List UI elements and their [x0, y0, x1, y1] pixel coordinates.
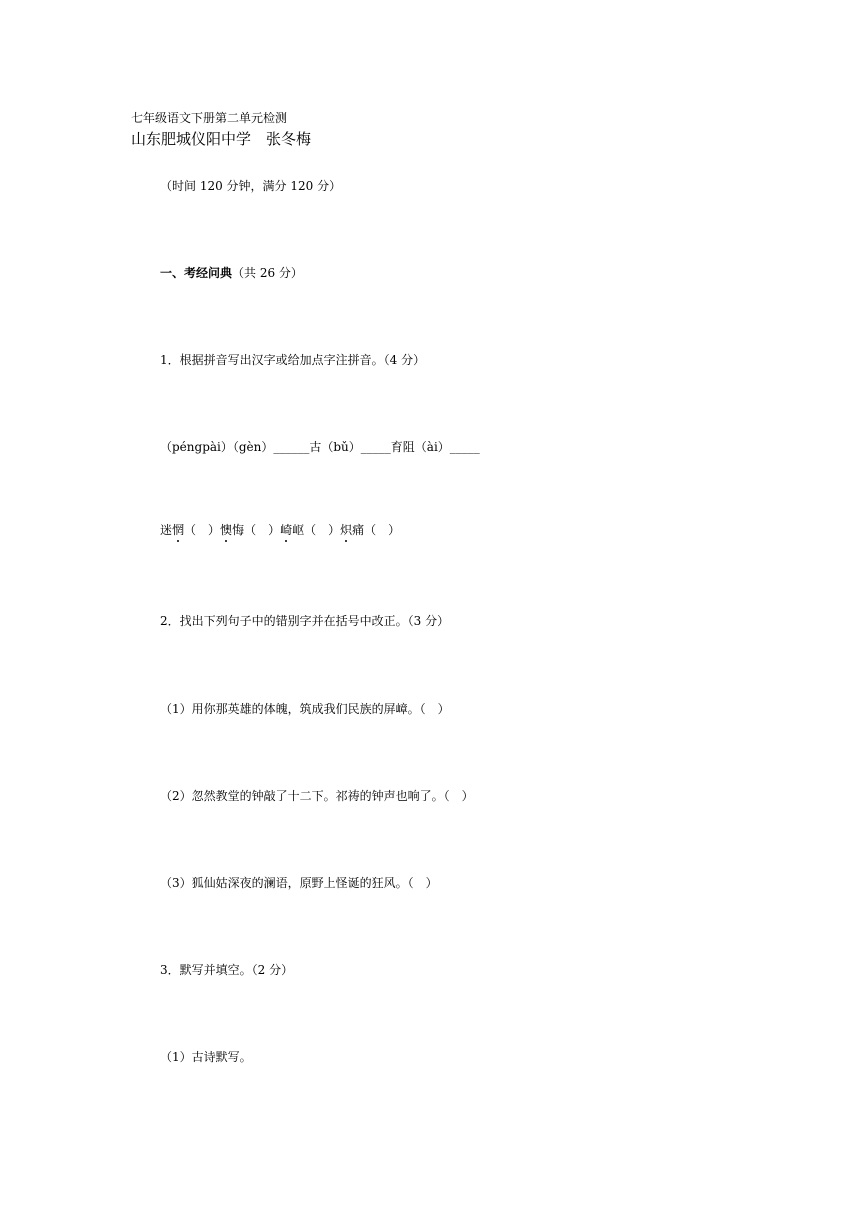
word-item: 炽痛（ ）: [340, 523, 401, 537]
question-3-prompt: 3．默写并填空。（2 分）: [160, 963, 294, 977]
time-note: （时间 120 分钟，满分 120 分）: [160, 179, 342, 193]
question-3-item: （1）古诗默写。: [160, 1050, 252, 1064]
question-2-item: （3）狐仙姑深夜的澜语，原野上怪诞的狂风。（ ）: [160, 876, 438, 890]
section-title: 一、考经问典: [160, 266, 233, 280]
word-item: 崎岖（ ）: [280, 523, 341, 537]
question-2-prompt: 2．找出下列句子中的错别字并在括号中改正。（3 分）: [160, 614, 450, 628]
dotted-char: 炽: [340, 523, 353, 537]
word-item: 懊悔（ ）: [220, 523, 281, 537]
dotted-char: 崎: [280, 523, 293, 537]
dotted-words-line: [160, 524, 400, 536]
section-heading: [160, 267, 303, 279]
author-line: 山东肥城仪阳中学 张冬梅: [131, 130, 312, 148]
section-points: （共 26 分）: [232, 266, 303, 280]
dotted-char: 惘: [172, 523, 185, 537]
dotted-char: 懊: [220, 523, 233, 537]
pinyin-line: （péngpài）（gèn）______古（bǔ）_____育阻（ài）_____: [160, 440, 480, 454]
question-2-item: （1）用你那英雄的体魄，筑成我们民族的屏嶂。（ ）: [160, 702, 450, 716]
exam-title: 七年级语文下册第二单元检测: [131, 111, 288, 125]
word-item: 迷惘（ ）: [160, 523, 221, 537]
question-2-item: （2）忽然教堂的钟敲了十二下。祁祷的钟声也响了。（ ）: [160, 789, 474, 803]
question-1-prompt: 1．根据拼音写出汉字或给加点字注拼音。（4 分）: [160, 353, 426, 367]
